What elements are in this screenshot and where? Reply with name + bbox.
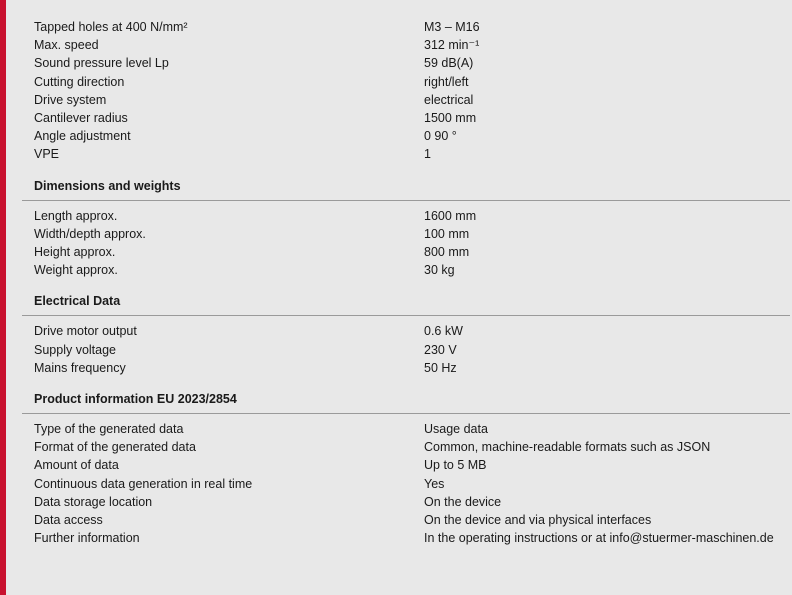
spec-label: Data access [34, 513, 103, 528]
table-row [22, 261, 790, 279]
table-row [22, 91, 790, 109]
table-row [22, 145, 790, 163]
table-row [22, 243, 790, 261]
table-row [22, 511, 790, 529]
spec-value: 0.6 kW [424, 324, 463, 339]
spec-table [22, 207, 790, 280]
spec-label: Weight approx. [34, 263, 118, 278]
spec-value: 312 min⁻¹ [424, 38, 480, 53]
spec-label: Angle adjustment [34, 129, 131, 144]
spec-value: 0 90 ° [424, 129, 457, 144]
table-row [22, 322, 790, 340]
spec-value: 800 mm [424, 245, 470, 260]
spec-value: 100 mm [424, 226, 470, 241]
spec-value: In the operating instructions or at info@stuermer-maschinen.de [424, 531, 774, 546]
table-row [22, 420, 790, 438]
spec-label: Supply voltage [34, 342, 117, 357]
spec-group [22, 279, 790, 377]
table-row [22, 127, 790, 145]
spec-label: Max. speed [34, 38, 99, 53]
table-row [22, 54, 790, 72]
spec-value: 59 dB(A) [424, 56, 474, 71]
table-row [22, 341, 790, 359]
spec-label: Width/depth approx. [34, 226, 146, 241]
spec-value: electrical [424, 92, 474, 107]
section-title: Product information EU 2023/2854 [34, 392, 237, 407]
spec-value: Up to 5 MB [424, 458, 487, 473]
spec-label: Sound pressure level Lp [34, 56, 169, 71]
section-divider [22, 413, 790, 414]
spec-value: 1500 mm [424, 111, 477, 126]
spec-group [22, 164, 790, 280]
spec-label: Height approx. [34, 245, 116, 260]
spec-label: Continuous data generation in real time [34, 476, 253, 491]
table-row [22, 225, 790, 243]
table-row [22, 18, 790, 36]
spec-label: Drive system [34, 92, 107, 107]
table-row [22, 359, 790, 377]
section-divider [22, 315, 790, 316]
spec-label: Length approx. [34, 208, 118, 223]
spec-label: Format of the generated data [34, 440, 196, 455]
spec-label: Cantilever radius [34, 111, 128, 126]
spec-value: 50 Hz [424, 360, 457, 375]
table-row [22, 493, 790, 511]
spec-label: Tapped holes at 400 N/mm² [34, 20, 188, 34]
spec-label: Amount of data [34, 458, 119, 473]
spec-value: Yes [424, 476, 445, 491]
spec-value: On the device and via physical interfaces [424, 513, 652, 528]
spec-value: Common, machine-readable formats such as JSON [424, 440, 711, 455]
table-row [22, 109, 790, 127]
table-row [22, 456, 790, 474]
spec-value: On the device [424, 494, 502, 509]
spec-table [22, 18, 790, 164]
spec-table [22, 322, 790, 377]
section-title: Electrical Data [34, 294, 121, 309]
spec-value: 30 kg [424, 263, 455, 278]
spec-value: right/left [424, 74, 469, 89]
spec-group [22, 377, 790, 547]
spec-table [22, 420, 790, 547]
spec-value: M3 – M16 [424, 20, 480, 34]
spec-label: VPE [34, 147, 60, 162]
spec-label: Drive motor output [34, 324, 137, 339]
spec-label: Cutting direction [34, 74, 125, 89]
table-row [22, 207, 790, 225]
accent-bar [0, 0, 6, 595]
spec-value: 230 V [424, 342, 457, 357]
spec-label: Data storage location [34, 494, 153, 509]
section-divider [22, 200, 790, 201]
spec-label: Mains frequency [34, 360, 126, 375]
spec-group [22, 18, 790, 164]
spec-value: 1600 mm [424, 208, 477, 223]
spec-groups [12, 18, 780, 547]
table-row [22, 36, 790, 54]
table-row [22, 73, 790, 91]
spec-value: Usage data [424, 422, 488, 437]
section-title: Dimensions and weights [34, 178, 181, 193]
spec-value: 1 [424, 147, 431, 162]
spec-label: Type of the generated data [34, 422, 184, 437]
spec-label: Further information [34, 531, 140, 546]
table-row [22, 529, 790, 547]
table-row [22, 438, 790, 456]
table-row [22, 475, 790, 493]
